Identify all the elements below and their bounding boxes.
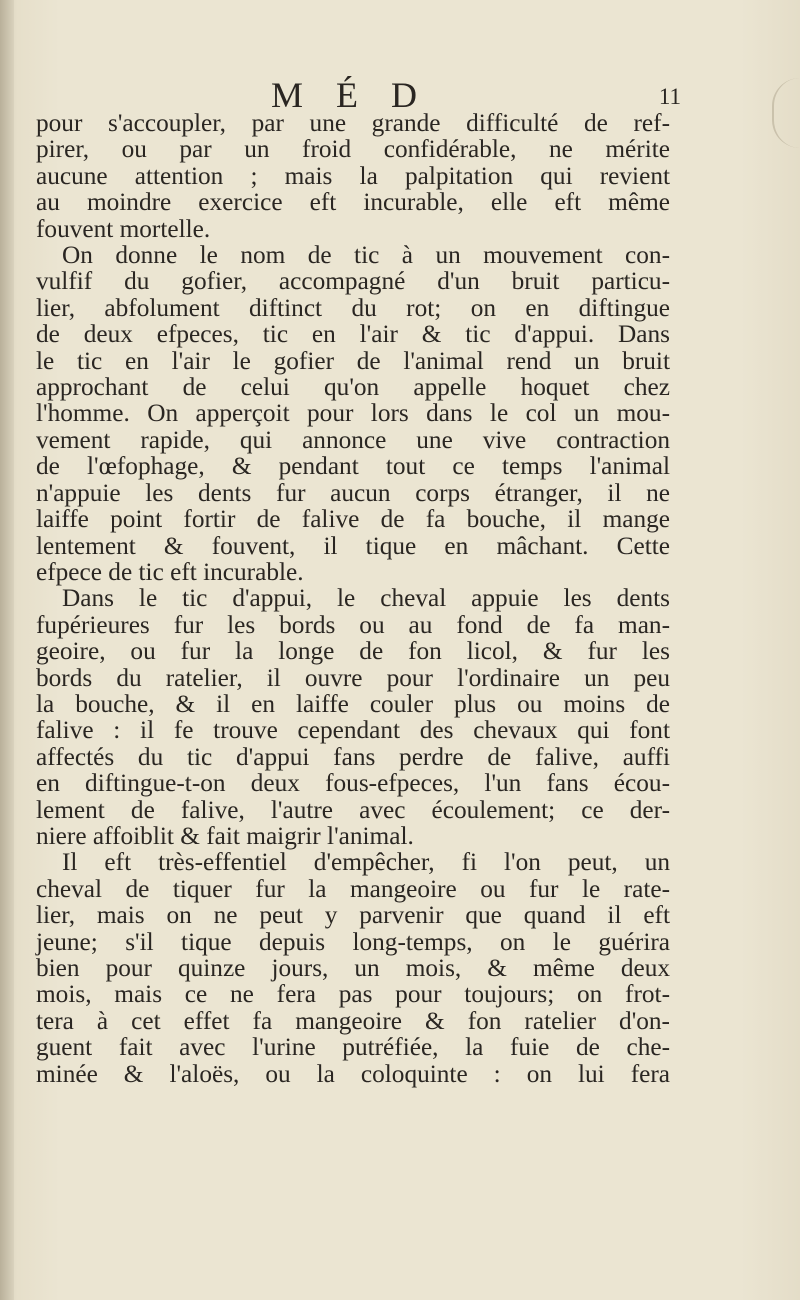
- text-line: falive : il fe trouve cependant des chevaux qui font: [36, 716, 670, 745]
- text-line: aucune attention ; mais la palpitation qui revient: [36, 161, 670, 190]
- text-line: de deux efpeces, tic en l'air & tic d'appui. Dans: [36, 320, 670, 349]
- text-line: lentement & fouvent, il tique en mâchant. Cette: [36, 531, 670, 560]
- body-text: [36, 110, 670, 1087]
- text-line: vement rapide, qui annonce une vive contraction: [36, 425, 670, 454]
- text-line: bords du ratelier, il ouvre pour l'ordinaire un peu: [36, 663, 670, 692]
- text-line: tera à cet effet fa mangeoire & fon ratelier d'on-: [36, 1006, 670, 1035]
- text-line: guent fait avec l'urine putréfiée, la fuie de che-: [36, 1033, 670, 1062]
- text-line: le tic en l'air le gofier de l'animal rend un bruit: [36, 346, 670, 375]
- text-line: affectés du tic d'appui fans perdre de falive, auffi: [36, 742, 670, 771]
- text-line: lier, abfolument diftinct du rot; on en diftingue: [36, 293, 670, 322]
- text-line: au moindre exercice eft incurable, elle eft même: [36, 188, 670, 217]
- text-line: lement de falive, l'autre avec écoulement; ce der-: [36, 795, 670, 824]
- running-head: M É D: [271, 75, 429, 115]
- text-line: On donne le nom de tic à un mouvement con-: [62, 241, 670, 270]
- text-line: vulfif du gofier, accompagné d'un bruit particu-: [36, 267, 670, 296]
- text-line: pour s'accoupler, par une grande difficulté de ref-: [36, 109, 670, 137]
- text-line: jeune; s'il tique depuis long-temps, on le guérira: [36, 927, 670, 956]
- text-line: de l'œfophage, & pendant tout ce temps l'animal: [36, 452, 670, 481]
- text-line: efpece de tic eft incurable.: [36, 557, 304, 586]
- page-number: 11: [658, 84, 681, 109]
- text-line: n'appuie les dents fur aucun corps étranger, il ne: [36, 478, 670, 507]
- text-line: Il eft très-effentiel d'empêcher, fi l'on peut, un: [62, 848, 670, 877]
- page-gutter: [0, 0, 14, 1300]
- text-line: bien pour quinze jours, un mois, & même deux: [36, 954, 670, 982]
- text-line: niere affoiblit & fait maigrir l'animal.: [36, 821, 414, 850]
- text-line: l'homme. On apperçoit pour lors dans le col un mou-: [36, 399, 670, 428]
- text-line: la bouche, & il en laiffe couler plus ou moins de: [36, 689, 670, 718]
- text-line: fupérieures fur les bords ou au fond de fa man-: [36, 610, 670, 639]
- text-line: pirer, ou par un froid confidérable, ne mérite: [36, 135, 670, 164]
- text-line: approchant de celui qu'on appelle hoquet chez: [36, 373, 670, 402]
- text-line: geoire, ou fur la longe de fon licol, & fur les: [36, 637, 670, 666]
- text-line: lier, mais on ne peut y parvenir que quand il eft: [36, 901, 670, 930]
- text-line: en diftingue-t-on deux fous-efpeces, l'un fans écou-: [36, 769, 670, 798]
- text-line: fouvent mortelle.: [36, 214, 211, 243]
- text-line: cheval de tiquer fur la mangeoire ou fur le rate-: [36, 874, 670, 903]
- page-curl: [772, 78, 800, 148]
- text-line: mois, mais ce ne fera pas pour toujours; on frot-: [36, 980, 670, 1009]
- text-line: minée & l'aloës, ou la coloquinte : on lui fera: [36, 1059, 670, 1088]
- text-line: Dans le tic d'appui, le cheval appuie les dents: [62, 584, 670, 613]
- text-line: laiffe point fortir de falive de fa bouche, il mange: [36, 505, 670, 534]
